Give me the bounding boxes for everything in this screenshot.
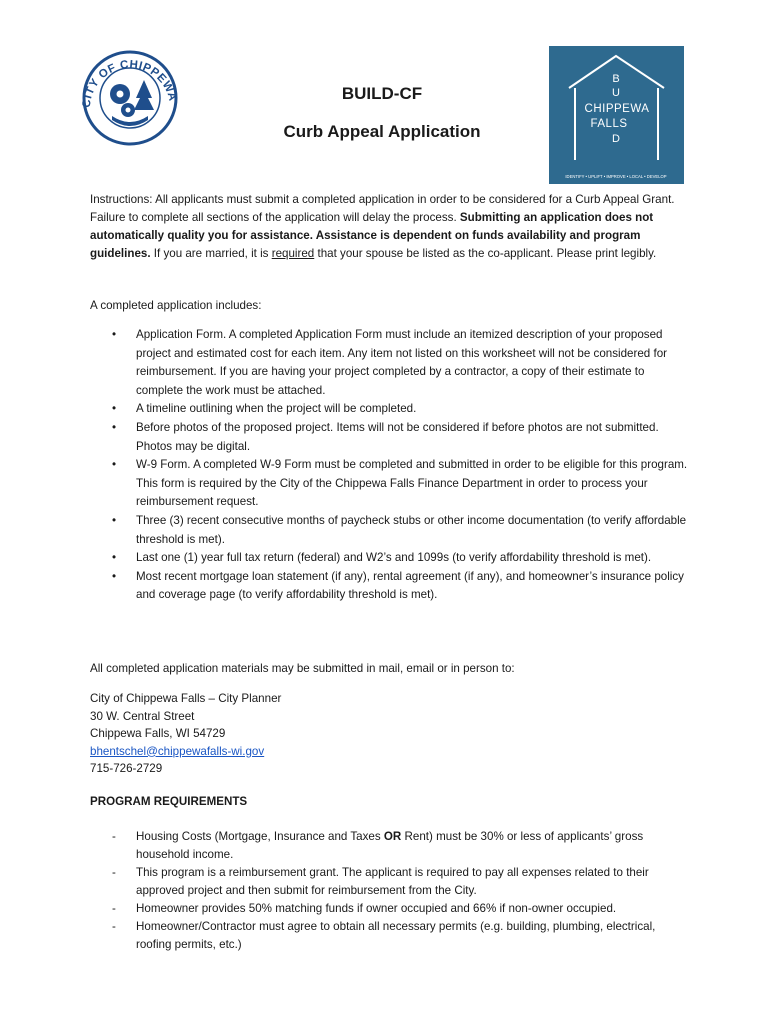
bullet-icon: • bbox=[112, 420, 117, 434]
document-title-block bbox=[232, 84, 532, 142]
bullet-icon: • bbox=[112, 328, 117, 341]
list-item: - This program is a reimbursement grant. The applicant is required to pay all expenses related to their approved project and then submit for reimbursement from the City. bbox=[112, 866, 649, 897]
document-title: BUILD-CF bbox=[341, 84, 423, 103]
svg-text:D: D bbox=[612, 133, 620, 145]
svg-text:FALLS: FALLS bbox=[590, 118, 628, 130]
includes-list bbox=[90, 326, 690, 605]
svg-text:B: B bbox=[612, 73, 620, 85]
address-line: Chippewa Falls, WI 54729 bbox=[90, 727, 226, 740]
list-item: • Application Form. A completed Application Form must include an itemized description of your proposed project and estimated cost for each item. Any item not listed on this worksheet will not be considered for reimbursement. If you are having your project completed by a contractor, a copy of their estimate to complete the work must be attached. bbox=[112, 328, 668, 397]
requirements-heading: PROGRAM REQUIREMENTS bbox=[90, 795, 248, 808]
dash-icon: - bbox=[112, 920, 116, 933]
svg-text:CITY OF CHIPPEWA FALLS 1869: CITY OF CHIPPEWA bbox=[80, 58, 179, 109]
list-item: • W-9 Form. A completed W-9 Form must be completed and submitted in order to be eligible for this program. This form is required by the City of the Chippewa Falls Finance Department in order to process your reimbursement request. bbox=[112, 458, 688, 509]
document-subtitle: Curb Appeal Application bbox=[283, 122, 481, 141]
list-item: - Homeowner provides 50% matching funds if owner occupied and 66% if non-owner occupied. bbox=[90, 900, 690, 918]
svg-text:IDENTIFY • UPLIFT • IMPROVE •: IDENTIFY • UPLIFT • IMPROVE • LOCAL • DEVELOP bbox=[565, 174, 667, 179]
instructions-paragraph: Instructions: All applicants must submit a completed application in order to be considered for a Curb Appeal Grant. Failure to complete all sections of the application will delay the process. Submitting an application does not automatically quality you for assistance. Assistance is dependent on funds availability and program guidelines. If you are married, it is required that your spouse be listed as the co-applicant. Please print legibly. bbox=[90, 193, 675, 260]
list-item: • A timeline outlining when the project will be completed. bbox=[90, 400, 690, 419]
address-line: City of Chippewa Falls – City Planner bbox=[90, 692, 282, 705]
dash-icon: - bbox=[112, 830, 116, 843]
phone-number: 715-726-2729 bbox=[90, 762, 163, 775]
mailing-address bbox=[90, 690, 281, 778]
svg-text:CHIPPEWA: CHIPPEWA bbox=[584, 103, 650, 115]
address-line: 30 W. Central Street bbox=[90, 709, 195, 723]
city-seal-logo bbox=[72, 46, 188, 146]
includes-heading: A completed application includes: bbox=[90, 299, 262, 312]
list-item: - Homeowner/Contractor must agree to obtain all necessary permits (e.g. building, plumbing, electrical, roofing permits, etc.) bbox=[112, 920, 656, 951]
dash-icon: - bbox=[112, 902, 116, 915]
bullet-icon: • bbox=[112, 513, 117, 527]
list-item: • Before photos of the proposed project. Items will not be considered if before photos are not submitted. Photos may be digital. bbox=[112, 420, 659, 453]
requirements-list bbox=[90, 828, 690, 954]
dash-icon: - bbox=[112, 866, 116, 879]
list-item: • Last one (1) year full tax return (federal) and W2’s and 1099s (to verify affordability threshold is met). bbox=[90, 549, 690, 568]
list-item: • Most recent mortgage loan statement (if any), rental agreement (if any), and homeowner’s insurance policy and coverage page (to verify affordability threshold is met). bbox=[112, 569, 684, 602]
build-cf-logo bbox=[549, 46, 684, 184]
svg-text:U: U bbox=[612, 87, 620, 99]
bullet-icon: • bbox=[112, 458, 117, 472]
email-link[interactable]: bhentschel@chippewafalls-wi.gov bbox=[90, 744, 265, 758]
bullet-icon: • bbox=[112, 569, 117, 583]
list-item: • Three (3) recent consecutive months of paycheck stubs or other income documentation (to verify affordable threshold is met). bbox=[112, 513, 687, 546]
submission-instructions: All completed application materials may be submitted in mail, email or in person to: bbox=[90, 662, 515, 675]
list-item: - Housing Costs (Mortgage, Insurance and Taxes OR Rent) must be 30% or less of applicants’ gross household income. bbox=[112, 830, 644, 861]
bullet-icon: • bbox=[112, 551, 117, 565]
bullet-icon: • bbox=[112, 402, 117, 416]
